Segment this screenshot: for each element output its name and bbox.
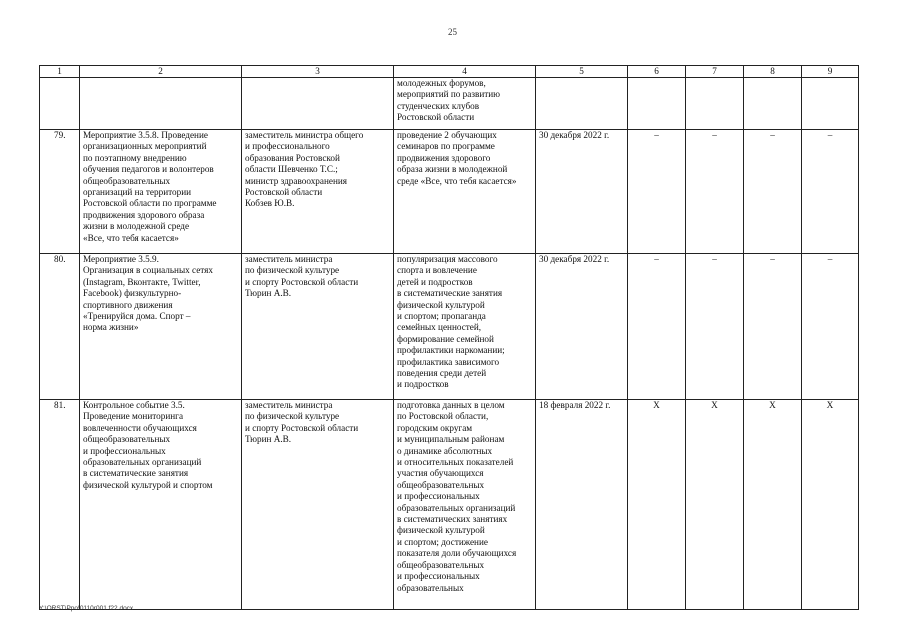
status-cell: Х	[802, 400, 859, 610]
column-number: 9	[802, 66, 859, 78]
responsible-cell: заместитель министра по физической культуре и спорту Ростовской области Тюрин А.В.	[242, 400, 394, 610]
table-row-continuation	[40, 78, 859, 130]
table-row	[40, 130, 859, 254]
status-cell: –	[802, 254, 859, 400]
status-cell: –	[628, 130, 686, 254]
result-cell: проведение 2 обучающих семинаров по программе продвижения здорового образа жизни в молодежной среде «Все, что тебя касается»	[394, 130, 536, 254]
responsible-cell: заместитель министра по физической культуре и спорту Ростовской области Тюрин А.В.	[242, 254, 394, 400]
column-number: 8	[744, 66, 802, 78]
column-number-row	[40, 66, 859, 78]
event-cell: Контрольное событие 3.5. Проведение мониторинга вовлеченности обучающихся общеобразовательных и профессиональных образовательных организаций в систематические занятия физической культурой и спортом	[80, 400, 242, 610]
page-number: 25	[448, 27, 457, 37]
date-cell: 30 декабря 2022 г.	[536, 130, 628, 254]
status-cell: –	[686, 254, 744, 400]
column-number: 4	[394, 66, 536, 78]
status-cell: Х	[628, 400, 686, 610]
column-number: 7	[686, 66, 744, 78]
event-cell: Мероприятие 3.5.9. Организация в социальных сетях (Instagram, Вконтакте, Twitter, Facebook) физкультурно- спортивного движения «Тренируйся дома. Спорт – норма жизни»	[80, 254, 242, 400]
status-cell: –	[686, 130, 744, 254]
result-cell: молодежных форумов, мероприятий по развитию студенческих клубов Ростовской области	[394, 78, 536, 130]
plan-table	[39, 65, 859, 610]
row-number: 79.	[40, 130, 80, 254]
status-cell: –	[744, 254, 802, 400]
cell-empty	[686, 78, 744, 130]
status-cell: Х	[744, 400, 802, 610]
event-cell: Мероприятие 3.5.8. Проведение организационных мероприятий по поэтапному внедрению обучения педагогов и волонтеров общеобразовательных организаций на территории Ростовской области по программе продвижения здорового образа жизни в молодежной среде «Все, что тебя касается»	[80, 130, 242, 254]
file-path: Y:\ORST\Ppo\0110r001.f22.docx	[39, 605, 134, 612]
status-cell: –	[802, 130, 859, 254]
column-number: 5	[536, 66, 628, 78]
cell-empty	[802, 78, 859, 130]
cell-empty	[628, 78, 686, 130]
row-number: 80.	[40, 254, 80, 400]
cell-empty	[744, 78, 802, 130]
result-cell: популяризация массового спорта и вовлечение детей и подростков в систематические занятия физической культурой и спортом; пропаганда семейных ценностей, формирование семейной профилактики наркомании; профилактика зависимого поведения среди детей и подростков	[394, 254, 536, 400]
column-number: 2	[80, 66, 242, 78]
column-number: 3	[242, 66, 394, 78]
responsible-cell: заместитель министра общего и профессионального образования Ростовской области Шевченко Т.С.; министр здравоохранения Ростовской области Кобзев Ю.В.	[242, 130, 394, 254]
cell-empty	[242, 78, 394, 130]
cell-empty	[40, 78, 80, 130]
column-number: 6	[628, 66, 686, 78]
status-cell: –	[628, 254, 686, 400]
cell-empty	[536, 78, 628, 130]
column-number: 1	[40, 66, 80, 78]
date-cell: 18 февраля 2022 г.	[536, 400, 628, 610]
table-row	[40, 400, 859, 610]
cell-empty	[80, 78, 242, 130]
result-cell: подготовка данных в целом по Ростовской области, городским округам и муниципальным районам о динамике абсолютных и относительных показателей участия обучающихся общеобразовательных и профессиональных образовательных организаций в систематических занятиях физической культурой и спортом; достижение показателя доли обучающихся общеобразовательных и профессиональных образовательных	[394, 400, 536, 610]
status-cell: –	[744, 130, 802, 254]
date-cell: 30 декабря 2022 г.	[536, 254, 628, 400]
row-number: 81.	[40, 400, 80, 610]
status-cell: Х	[686, 400, 744, 610]
table-row	[40, 254, 859, 400]
